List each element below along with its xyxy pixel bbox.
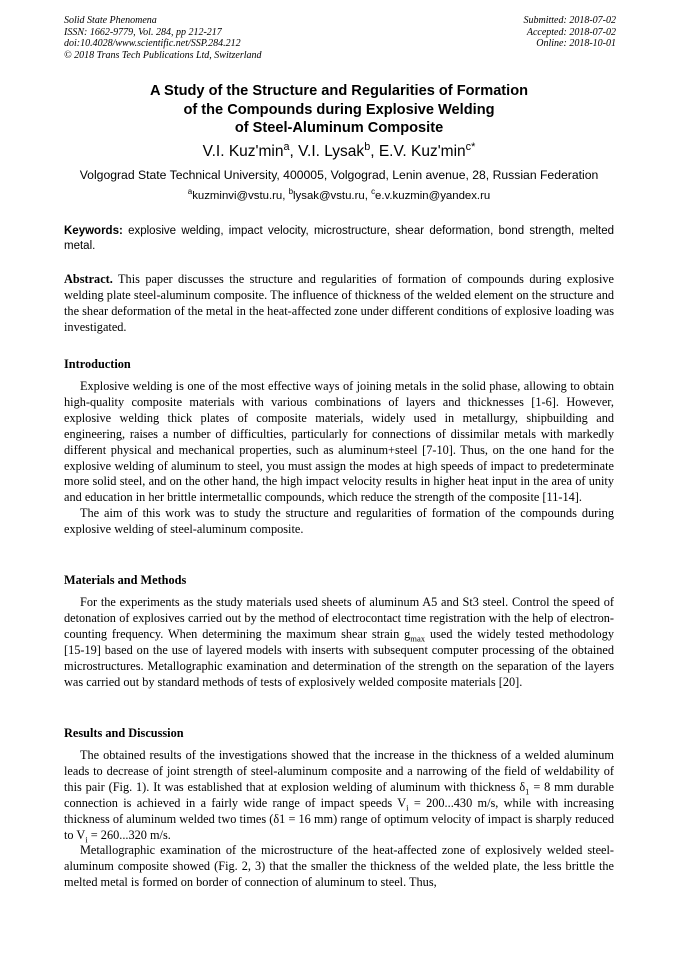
author-2-sup: b (364, 140, 371, 153)
author-separator: , (289, 143, 299, 160)
paper-title (64, 82, 614, 138)
methods-text-b: used the widely tested methodology [15-19] based on the use of layered models with inserts with subsequent computer processing of the obtained microstructures. Metallographic examination and determination of the strength on the separation of the layers was carried out by standard methods of tests of explosively welded composite materials [20]. (64, 626, 615, 689)
journal-name: Solid State Phenomena (64, 15, 157, 26)
introduction-paragraph-2: The aim of this work was to study the structure and regularities of formation of the compounds during explosive welding of steel-aluminum composite. (64, 506, 614, 537)
methods-text-a: For the experiments as the study materials used sheets of aluminum A5 and St3 steel. Control the speed of detonation of explosives carried out by the method of electrocontact time registration with the help of electron-counting frequency. When determining the maximum shear strain g (64, 595, 614, 641)
title-line-2: of the Compounds during Explosive Welding (183, 101, 495, 118)
author-emails (64, 189, 614, 204)
issn-line: ISSN: 1662-9779, Vol. 284, pp 212-217 (64, 26, 222, 38)
author-list (64, 142, 614, 162)
abstract-label: Abstract. (64, 272, 113, 286)
results-paragraph-2: Metallographic examination of the microstructure of the heat-affected zone of explosively welded steel-aluminum composite showed (Fig. 2, 3) that the smaller the thickness of the welded plate, the less brittle the melted metal is formed on border of connection of aluminum to steel. Thus, (64, 843, 614, 890)
doi-line[interactable]: doi:10.4028/www.scientific.net/SSP.284.212 (64, 38, 241, 50)
methods-sub: max (410, 633, 426, 644)
methods-body (64, 595, 614, 690)
results-paragraph-1 (64, 748, 614, 843)
keywords-text: explosive welding, impact velocity, microstructure, shear deformation, bond strength, melted metal. (64, 225, 614, 252)
results-text-b: = 8 mm durable connection is achieved in a fairly wide range of impact speeds V (64, 779, 614, 810)
author-1: V.I. Kuz'min (202, 143, 284, 160)
dates-header (524, 15, 617, 50)
section-heading-methods: Materials and Methods (64, 573, 187, 587)
email-b-sup: b (288, 187, 294, 197)
introduction-paragraph-1: Explosive welding is one of the most effective ways of joining metals in the solid phase, allowing to obtain high-quality composite materials with various combinations of layers and thicknesses [1-6]. However, explosive welding thick plates of composite materials, widely used in metallurgy, shipbuilding and engineering, raises a number of difficulties, particularly for connections of dissimilar metals with markedly different physical and mechanical properties, such as aluminum+steel [7-10]. Thus, on the one hand for the explosive welding of aluminum to steel, you must assign the modes at high speeds of impact to predeterminate more solid steel, and on the other hand, the high impact velocity results in higher heat input in the area of unity and education in her brittle intermetallic compounds, which reduce the strength of the composite [11-14]. (64, 379, 614, 505)
keywords (64, 224, 614, 253)
section-heading-introduction: Introduction (64, 357, 131, 371)
results-body (64, 748, 614, 891)
title-line-1: A Study of the Structure and Regularities of Formation (149, 83, 529, 99)
submitted-date: Submitted: 2018-07-02 (523, 15, 616, 26)
journal-header (64, 15, 262, 61)
title-line-3: of Steel-Aluminum Composite (234, 120, 444, 136)
author-3-sup: c* (465, 140, 476, 153)
keywords-label: Keywords: (64, 225, 123, 237)
abstract (64, 272, 614, 336)
email-b[interactable]: lysak@vstu.ru, (293, 190, 372, 202)
accepted-date: Accepted: 2018-07-02 (526, 26, 616, 38)
results-text-a: The obtained results of the investigations showed that the increase in the thickness of a welded aluminum leads to decrease of joint strength of steel-aluminum composite and a narrowing of the field of weldability of this pair (Fig. 1). It was established that at explosion welding of aluminum with thickness δ (64, 748, 614, 794)
online-date: Online: 2018-10-01 (536, 38, 616, 50)
author-2: V.I. Lysak (298, 143, 365, 160)
abstract-text: This paper discusses the structure and regularities of formation of compounds during explosive welding plate steel-aluminum composite. The influence of thickness of the welded element on the structure and the shear deformation of the metal in the heat-affected zone under different conditions of explosive loading was investigated. (64, 272, 614, 334)
author-3: E.V. Kuz'min (378, 143, 466, 160)
email-a-sup: a (187, 187, 193, 197)
results-sub-3: i (85, 833, 88, 844)
results-text-c: = 200...430 m/s, while with increasing thickness of aluminum welded two times (δ1 = 16 mm) range of optimum velocity of impact is sharply reduced to V (64, 795, 614, 842)
email-c[interactable]: e.v.kuzmin@yandex.ru (375, 190, 491, 202)
methods-paragraph-1 (64, 595, 614, 690)
results-text-d: = 260...320 m/s. (87, 827, 171, 842)
email-c-sup: c (371, 187, 376, 197)
results-sub-2: i (406, 802, 409, 813)
email-a[interactable]: kuzminvi@vstu.ru, (192, 190, 289, 202)
introduction-body (64, 379, 614, 538)
author-1-sup: a (283, 140, 290, 153)
affiliation: Volgograd State Technical University, 400005, Volgograd, Lenin avenue, 28, Russian Federation (79, 168, 599, 182)
author-separator: , (370, 143, 379, 160)
section-heading-results: Results and Discussion (64, 726, 184, 740)
copyright-line: © 2018 Trans Tech Publications Ltd, Switzerland (64, 49, 262, 61)
results-sub-1: 1 (525, 786, 530, 797)
